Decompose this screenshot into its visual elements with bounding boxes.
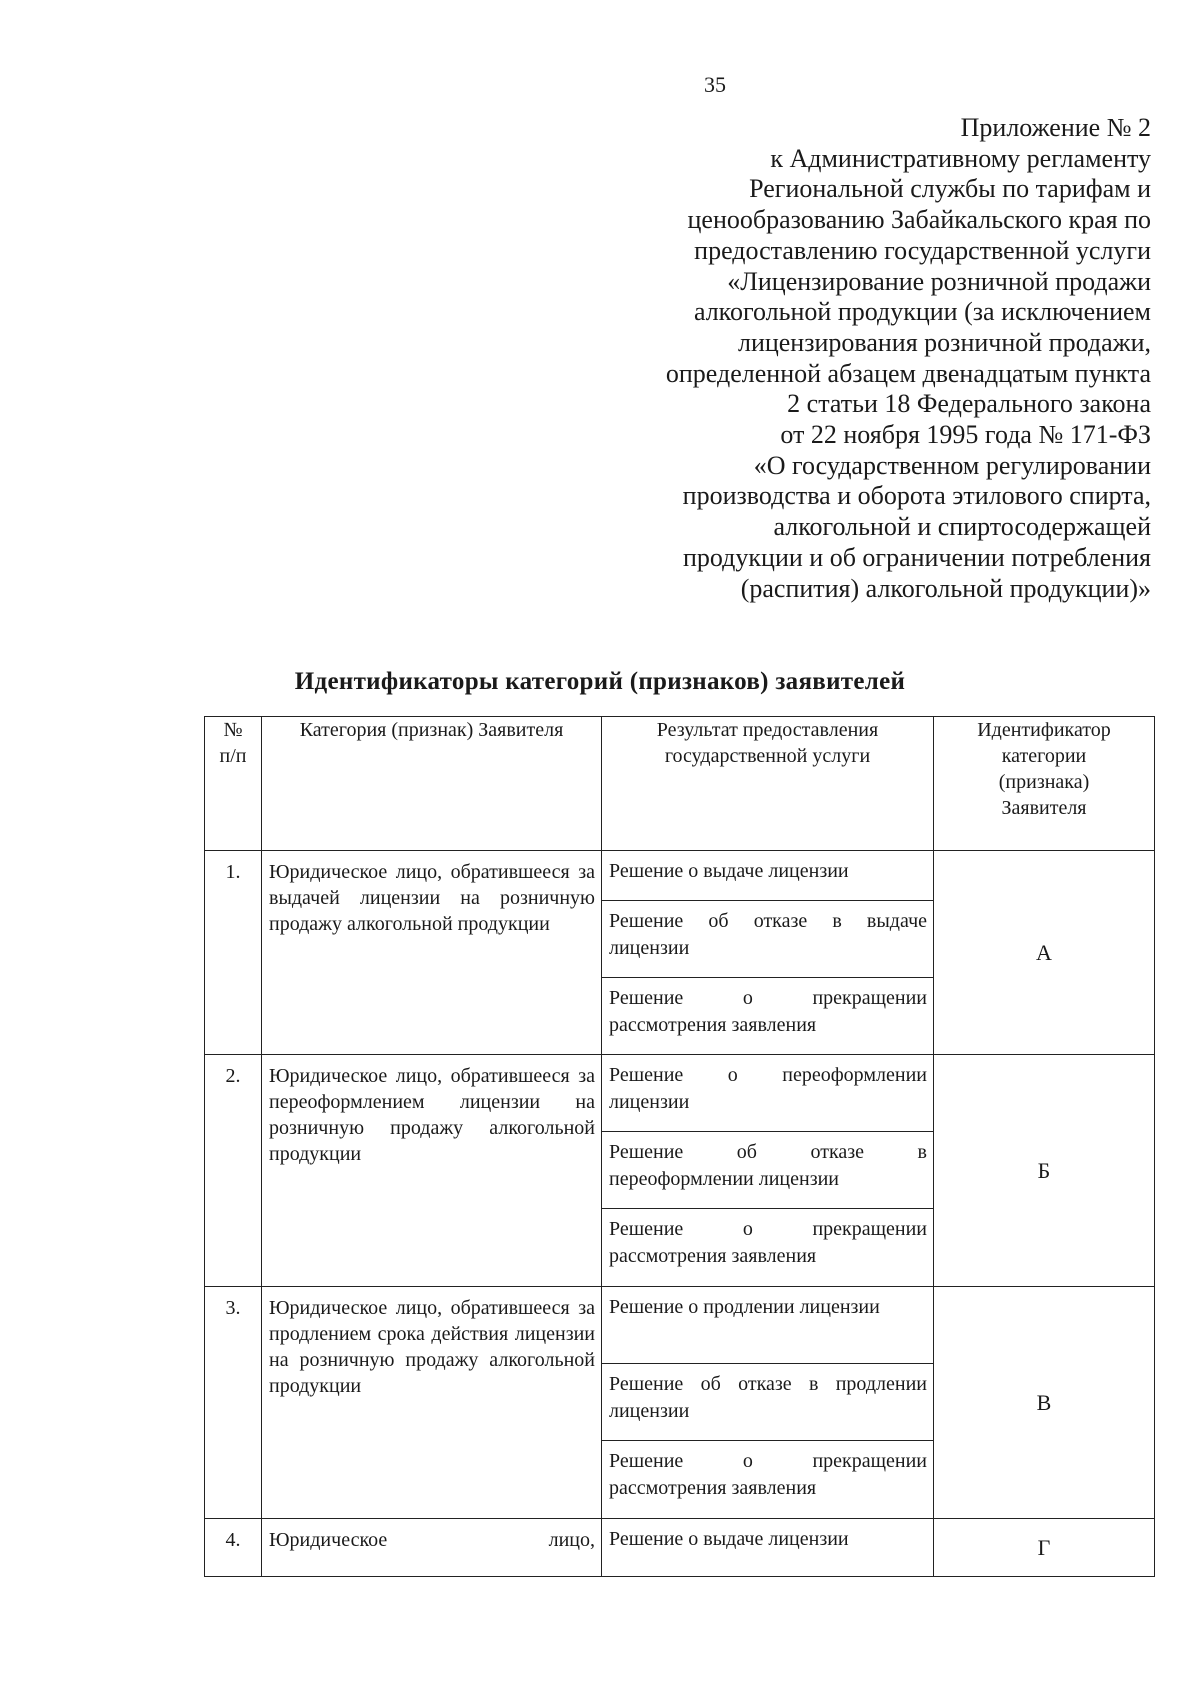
row-result: Решение о прекращении рассмотрения заявления: [602, 1209, 934, 1287]
appendix-line: Региональной службы по тарифам и: [749, 174, 1151, 204]
row-identifier: В: [934, 1287, 1155, 1519]
row-number: 1.: [205, 851, 262, 1055]
row-number: 2.: [205, 1055, 262, 1287]
appendix-line: определенной абзацем двенадцатым пункта: [665, 358, 1151, 388]
appendix-line: от 22 ноября 1995 года № 171-ФЗ: [780, 420, 1151, 450]
row-result: Решение об отказе в выдаче лицензии: [602, 901, 934, 978]
appendix-line: (распития) алкогольной продукции)»: [740, 573, 1151, 603]
table-row: [205, 851, 1155, 901]
row-number: 4.: [205, 1519, 262, 1577]
page-number: 35: [704, 72, 726, 97]
appendix-line: 2 статьи 18 Федерального закона: [787, 389, 1151, 419]
header-result: Результат предоставления государственной услуги: [602, 717, 934, 851]
row-result: Решение о выдаче лицензии: [602, 851, 934, 901]
row-result: Решение о прекращении рассмотрения заявления: [602, 978, 934, 1055]
table-row: [205, 1055, 1155, 1132]
appendix-line: «О государственном регулировании: [753, 450, 1151, 480]
row-result: Решение о продлении лицензии: [602, 1287, 934, 1364]
appendix-line: алкогольной продукции (за исключением: [693, 297, 1151, 327]
appendix-line: алкогольной и спиртосодержащей: [773, 512, 1151, 542]
row-identifier: А: [934, 851, 1155, 1055]
row-category: Юридическое лицо, обратившееся за выдачей лицензии на розничную продажу алкогольной продукции: [262, 851, 602, 1055]
appendix-header: [551, 113, 1151, 604]
row-result: Решение о переоформлении лицензии: [602, 1055, 934, 1132]
appendix-line: производства и оборота этилового спирта,: [682, 481, 1151, 511]
identifiers-table: [204, 716, 1155, 1577]
header-category: Категория (признак) Заявителя: [262, 717, 602, 851]
header-num: № п/п: [205, 717, 262, 851]
document-title: Идентификаторы категорий (признаков) заявителей: [294, 668, 906, 695]
row-identifier: Б: [934, 1055, 1155, 1287]
table-row: [205, 1287, 1155, 1364]
appendix-line: лицензирования розничной продажи,: [737, 327, 1151, 357]
row-category: Юридическое лицо, обратившееся за продлением срока действия лицензии на розничную продажу алкогольной продукции: [262, 1287, 602, 1519]
row-result: Решение об отказе в переоформлении лицензии: [602, 1132, 934, 1209]
row-result: Решение об отказе в продлении лицензии: [602, 1364, 934, 1441]
appendix-line: предоставлению государственной услуги: [694, 235, 1151, 265]
row-identifier: Г: [934, 1519, 1155, 1577]
appendix-line: продукции и об ограничении потребления: [683, 542, 1151, 572]
appendix-line: ценообразованию Забайкальского края по: [687, 205, 1151, 235]
row-result: Решение о выдаче лицензии: [602, 1519, 934, 1577]
table-header-row: [205, 717, 1155, 851]
row-number: 3.: [205, 1287, 262, 1519]
row-category: Юридическое лицо,: [262, 1519, 602, 1577]
row-category: Юридическое лицо, обратившееся за переоформлением лицензии на розничную продажу алкогольной продукции: [262, 1055, 602, 1287]
header-identifier: Идентификатор категории (признака) Заявителя: [934, 717, 1155, 851]
appendix-line: «Лицензирование розничной продажи: [727, 266, 1151, 296]
appendix-line: Приложение № 2: [960, 113, 1151, 142]
row-result: Решение о прекращении рассмотрения заявления: [602, 1441, 934, 1519]
appendix-line: к Административному регламенту: [770, 143, 1151, 173]
table-row: [205, 1519, 1155, 1577]
